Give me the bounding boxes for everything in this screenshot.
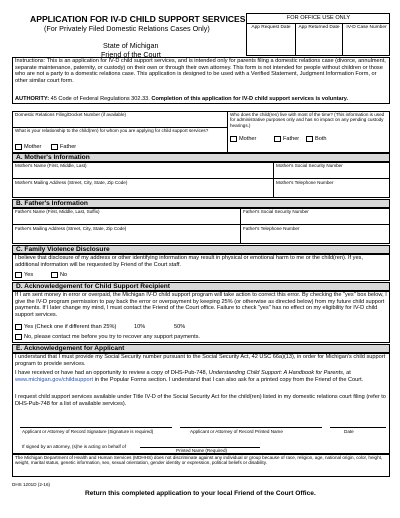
section-a-header xyxy=(12,153,390,162)
authority-statement xyxy=(15,96,387,103)
mother-phone-input[interactable] xyxy=(275,186,388,196)
relationship-mother-label: Mother xyxy=(24,144,42,150)
father-phone-label: Father's Telephone Number xyxy=(243,226,300,231)
lives-with-label: Who does the child(ren) live with most of the time? (This information is used for administrative purposes only and has no impact on any pending custody hearings.) xyxy=(230,112,385,128)
form-subtitle: (For Privately Filed Domestic Relations Cases Only) xyxy=(44,24,210,33)
docket-number-label: Domestic Relations Filing/Docket Number (if available) xyxy=(15,112,127,117)
overpayment-text: If I am sent money in error or overpaid, the Michigan IV-D child support program will take action to correct this error. By checking the "yes" box below, I give the IV-D program permission to pay back the error or overpayment by keeping 25% (or otherwise as directed below) from my future child support payments. If I later change my mind, I must contact the Friend of the Court office. Failure to check "yes" has no effect on my eligibility for IV-D child support services. xyxy=(15,292,387,318)
family-violence-yes-label: Yes xyxy=(24,272,34,278)
app-returned-date-field[interactable] xyxy=(297,25,341,31)
date-input[interactable] xyxy=(330,418,386,427)
app-request-date-field[interactable] xyxy=(249,25,293,31)
state-name: State of Michigan xyxy=(103,41,159,50)
form-id: DHS 1201D (2-16) xyxy=(12,482,51,487)
court-name: Friend of the Court xyxy=(101,50,161,59)
mother-address-input[interactable] xyxy=(14,186,272,196)
signature-input[interactable] xyxy=(20,418,172,427)
mother-ssn-label: Mother's Social Security Number xyxy=(276,163,343,168)
handbook-text-at: at xyxy=(346,370,351,376)
overpayment-50-option[interactable]: 50% xyxy=(174,324,186,330)
mother-address-label: Mother's Mailing Address (Street, City, State, Zip Code) xyxy=(15,180,128,185)
signature-line xyxy=(20,427,172,428)
authority-voluntary: Completion of this application for IV-D child support services is voluntary. xyxy=(151,96,349,102)
printed-name-label: Applicant or Attorney of Record Printed Name xyxy=(190,429,283,434)
overpayment-yes-checkbox[interactable] xyxy=(15,324,22,330)
instructions-text: Instructions: This is an application for IV-D child support services, and is intended only for parents filing a domestic relations case (divorce, annulment, separate maintenance, paternity, or custody) on their own or through their own attorney. This form is not intended for people without children or those who are not a party to a domestic relations case. This application is designed to be used with a Verified Statement, Judgment Information Form, or other similar court form. xyxy=(15,58,386,84)
relationship-father-checkbox[interactable] xyxy=(51,144,58,150)
section-a-title: A. Mother's Information xyxy=(16,154,90,161)
section-b-title: B. Father's Information xyxy=(16,200,88,207)
app-returned-date-label: App Returned Date xyxy=(298,25,340,30)
father-address-label: Father's Mailing Address (Street, City, State, Zip Code) xyxy=(15,226,127,231)
overpayment-no-checkbox[interactable] xyxy=(15,334,22,340)
father-ssn-input[interactable] xyxy=(242,215,388,223)
family-violence-no-label: No xyxy=(60,272,68,278)
attorney-behalf-label: If signed by an attorney, (s)he is acting on behalf of xyxy=(22,444,126,449)
ssn-acknowledgement-text: I understand that I must provide my Social Security number pursuant to the Social Security Act, 42 USC 66a)(13), in order for Michigan's child support program to provide services. xyxy=(15,354,386,367)
behalf-printed-name-label: Printed Name (Required) xyxy=(176,448,228,453)
lives-with-both-label: Both xyxy=(315,136,327,142)
overpayment-yes-label: Yes (Check one if different than 25%) xyxy=(24,324,117,330)
lives-with-father-label: Father xyxy=(283,136,300,142)
mother-name-input[interactable] xyxy=(14,169,272,177)
overpayment-no-label: No, please contact me before you try to recover any support payments. xyxy=(24,334,200,340)
printed-name-input[interactable] xyxy=(180,418,322,427)
family-violence-yes-checkbox[interactable] xyxy=(15,272,22,278)
father-name-label: Father's Name (First, Middle, Last, Suffix) xyxy=(15,209,100,214)
section-e-title: E. Acknowledgement for Applicant xyxy=(16,345,125,352)
section-c-header xyxy=(12,245,390,254)
section-b-header xyxy=(12,199,390,208)
office-use-title: FOR OFFICE USE ONLY xyxy=(286,15,351,21)
ivd-case-number-label: IV-D Case Number xyxy=(346,25,387,30)
father-name-input[interactable] xyxy=(14,215,239,223)
date-label: Date xyxy=(344,429,354,434)
father-ssn-label: Father's Social Security Number xyxy=(243,209,309,214)
services-request-text: I request child support services available under Title IV-D of the Social Security Act for the child(ren) listed in my domestic relations court filing (refer to DHS-Pub-748 for a list of available services). xyxy=(15,394,386,407)
date-line xyxy=(330,427,386,428)
section-c-title: C. Family Violence Disclosure xyxy=(16,246,110,253)
lives-with-father-checkbox[interactable] xyxy=(274,136,281,142)
lives-with-both-checkbox[interactable] xyxy=(306,136,313,142)
relationship-father-label: Father xyxy=(60,144,77,150)
mother-ssn-input[interactable] xyxy=(275,169,388,177)
form-title: APPLICATION FOR IV-D CHILD SUPPORT SERVICES xyxy=(30,14,246,24)
signature-label: Applicant or Attorney of Record Signature (Signature is required) xyxy=(22,429,154,434)
handbook-text-end: in the Popular Forms section. I understand that I can also ask for a printed copy from the Friend of the Court. xyxy=(94,376,364,383)
lives-with-mother-checkbox[interactable] xyxy=(230,136,237,142)
authority-text: 45 Code of Federal Regulations 302.33. xyxy=(50,96,150,102)
lives-with-mother-label: Mother xyxy=(239,136,257,142)
overpayment-10-option[interactable]: 10% xyxy=(134,324,146,330)
printed-name-line xyxy=(180,427,322,428)
behalf-name-input[interactable] xyxy=(140,440,260,447)
handbook-text-start: I have received or have had an opportunity to review a copy of DHS-Pub-748, xyxy=(15,370,208,376)
section-d-title: D. Acknowledgement for Child Support Recipient xyxy=(16,283,170,290)
nondiscrimination-disclaimer: The Michigan Department of Health and Human Services (MDHHS) does not discriminate against any individual or group because of race, religion, age, national origin, color, height, weight, marital status, genetic information, sex, sexual orientation, gender identity or expression, political beliefs or disability. xyxy=(15,455,383,466)
app-request-date-label: App Request Date xyxy=(251,25,291,30)
mother-name-label: Mother's Name (First, Middle, Last) xyxy=(15,163,87,168)
office-use-box xyxy=(246,13,390,56)
handbook-title: Understanding Child Support: A Handbook for Parents, xyxy=(208,370,345,376)
family-violence-text: I believe that disclosure of my address or other identifying information may result in physical or emotional harm to me or the child(ren). If yes, additional information will be requested by Friend of the Court staff. xyxy=(15,255,363,268)
mother-phone-label: Mother's Telephone Number xyxy=(276,180,334,185)
handbook-acknowledgement-text xyxy=(15,370,387,383)
ivd-case-number-field[interactable] xyxy=(344,25,389,31)
father-address-input[interactable] xyxy=(14,232,239,242)
return-instructions: Return this completed application to your local Friend of the Court Office. xyxy=(85,490,316,497)
section-e-header xyxy=(12,344,390,353)
relationship-mother-checkbox[interactable] xyxy=(15,144,22,150)
childsupport-link[interactable]: www.michigan.gov/childsupport xyxy=(15,376,94,383)
section-d-header xyxy=(12,282,390,291)
docket-number-input[interactable] xyxy=(14,118,225,126)
father-phone-input[interactable] xyxy=(242,232,388,242)
relationship-label: What is your relationship to the child(ren) for whom you are applying for child support services? xyxy=(15,128,209,133)
family-violence-no-checkbox[interactable] xyxy=(51,272,58,278)
authority-label: AUTHORITY: xyxy=(15,96,50,102)
